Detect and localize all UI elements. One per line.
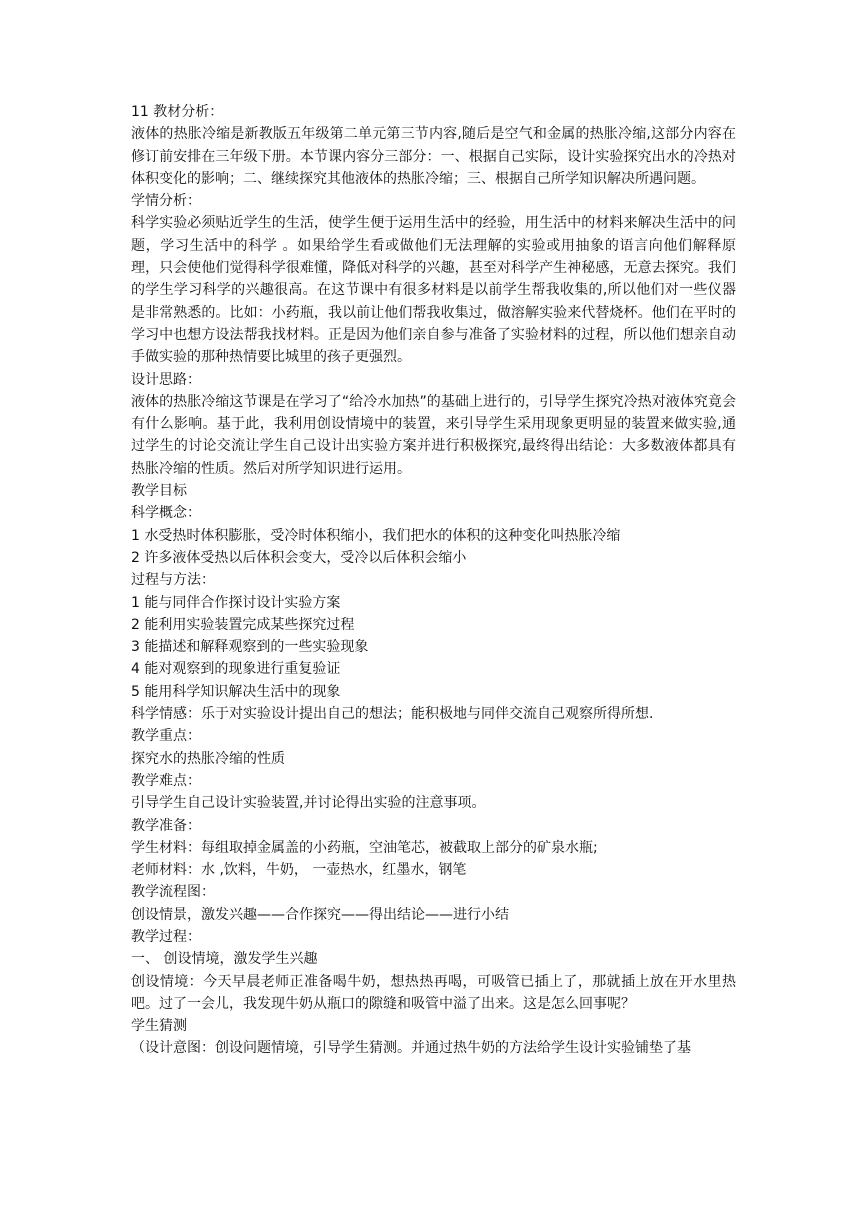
- list-item-method-3: 3 能描述和解释观察到的一些实验现象: [131, 639, 369, 656]
- subheading-science-concepts: 科学概念：: [131, 505, 201, 522]
- paragraph-design-intent: （设计意图：创设问题情境，引导学生猜测。并通过热牛奶的方法给学生设计实验铺垫了基: [131, 1040, 691, 1057]
- section-heading-flowchart: 教学流程图：: [131, 884, 215, 901]
- paragraph-scenario: 创设情境：今天早晨老师正准备喝牛奶，想热热再喝，可吸管已插上了，那就插上放在开水里热吧。过了一会儿，我发现牛奶从瓶口的隙缝和吸管中溢了出来。这是怎么回事呢？: [131, 973, 736, 1012]
- section-heading-difficulties: 教学难点：: [131, 772, 201, 789]
- paragraph-student-materials: 学生材料：每组取掉金属盖的小药瓶，空油笔芯，被截取上部分的矿泉水瓶;: [131, 839, 598, 856]
- subheading-process-methods: 过程与方法：: [131, 572, 215, 589]
- paragraph-science-attitude: 科学情感：乐于对实验设计提出自己的想法；能积极地与同伴交流自己观察所得所想.: [131, 706, 654, 723]
- paragraph-difficulties: 引导学生自己设计实验装置,并讨论得出实验的注意事项。: [131, 795, 486, 812]
- section-heading-teaching-goals: 教学目标: [131, 483, 187, 500]
- list-item-method-2: 2 能利用实验装置完成某些探究过程: [131, 616, 355, 633]
- list-item-concept-1: 1 水受热时体积膨胀，受冷时体积缩小，我们把水的体积的这种变化叫热胀冷缩: [131, 527, 621, 544]
- section-heading-student-analysis: 学情分析：: [131, 193, 201, 210]
- section-heading-teaching-process: 教学过程：: [131, 928, 201, 945]
- list-item-concept-2: 2 许多液体受热以后体积会变大，受冷以后体积会缩小: [131, 549, 467, 566]
- section-heading-preparation: 教学准备：: [131, 817, 201, 834]
- section-heading-textbook-analysis: 11 教材分析：: [131, 104, 224, 120]
- subheading-step-one: 一、 创设情境，激发学生兴趣: [131, 951, 318, 968]
- paragraph-student-guess: 学生猜测: [131, 1018, 187, 1035]
- paragraph-student-analysis: 科学实验必须贴近学生的生活，使学生便于运用生活中的经验，用生活中的材料来解决生活中的问题，学习生活中的科学 。如果给学生看或做他们无法理解的实验或用抽象的语言向他们解释原理，只会使他们觉得科学很难懂，降低对科学的兴趣，甚至对科学产生神秘感，无意去探究。我们的学生学习科学的兴趣很高。在这节课中有很多材料是以前学生帮我收集的,所以他们对一些仪器是非常熟悉的。比如：小药瓶，我以前让他们帮我收集过，做溶解实验来代替烧杯。他们在平时的学习中也想方设法帮我找材料。正是因为他们亲自参与准备了实验材料的过程，所以他们想亲自动手做实验的那种热情要比城里的孩子更强烈。: [131, 215, 736, 366]
- paragraph-key-points: 探究水的热胀冷缩的性质: [131, 750, 285, 767]
- section-heading-key-points: 教学重点：: [131, 728, 201, 745]
- list-item-method-5: 5 能用科学知识解决生活中的现象: [131, 683, 341, 700]
- list-item-method-4: 4 能对观察到的现象进行重复验证: [131, 661, 341, 678]
- paragraph-design-idea: 液体的热胀冷缩这节课是在学习了“给冷水加热”的基础上进行的，引导学生探究冷热对液体究竟会有什么影响。基于此，我利用创设情境中的装置，来引导学生采用现象更明显的装置来做实验,通过学生的讨论交流让学生自己设计出实验方案并进行积极探究,最终得出结论：大多数液体都具有热胀冷缩的性质。然后对所学知识进行运用。: [131, 393, 736, 477]
- list-item-method-1: 1 能与同伴合作探讨设计实验方案: [131, 594, 341, 611]
- paragraph-teacher-materials: 老师材料：水 ,饮料，牛奶， 一壶热水，红墨水，钢笔: [131, 862, 467, 879]
- section-heading-design-idea: 设计思路：: [131, 371, 201, 388]
- paragraph-textbook-analysis: 液体的热胀冷缩是新教版五年级第二单元第三节内容,随后是空气和金属的热胀冷缩,这部分内容在修订前安排在三年级下册。本节课内容分三部分：一、根据自己实际，设计实验探究出水的冷热对体积变化的影响；二、继续探究其他液体的热胀冷缩；三、根据自己所学知识解决所遇问题。: [131, 126, 736, 187]
- paragraph-flowchart: 创设情景，激发兴趣——合作探究——得出结论——进行小结: [131, 906, 509, 923]
- document-body: [131, 101, 736, 1060]
